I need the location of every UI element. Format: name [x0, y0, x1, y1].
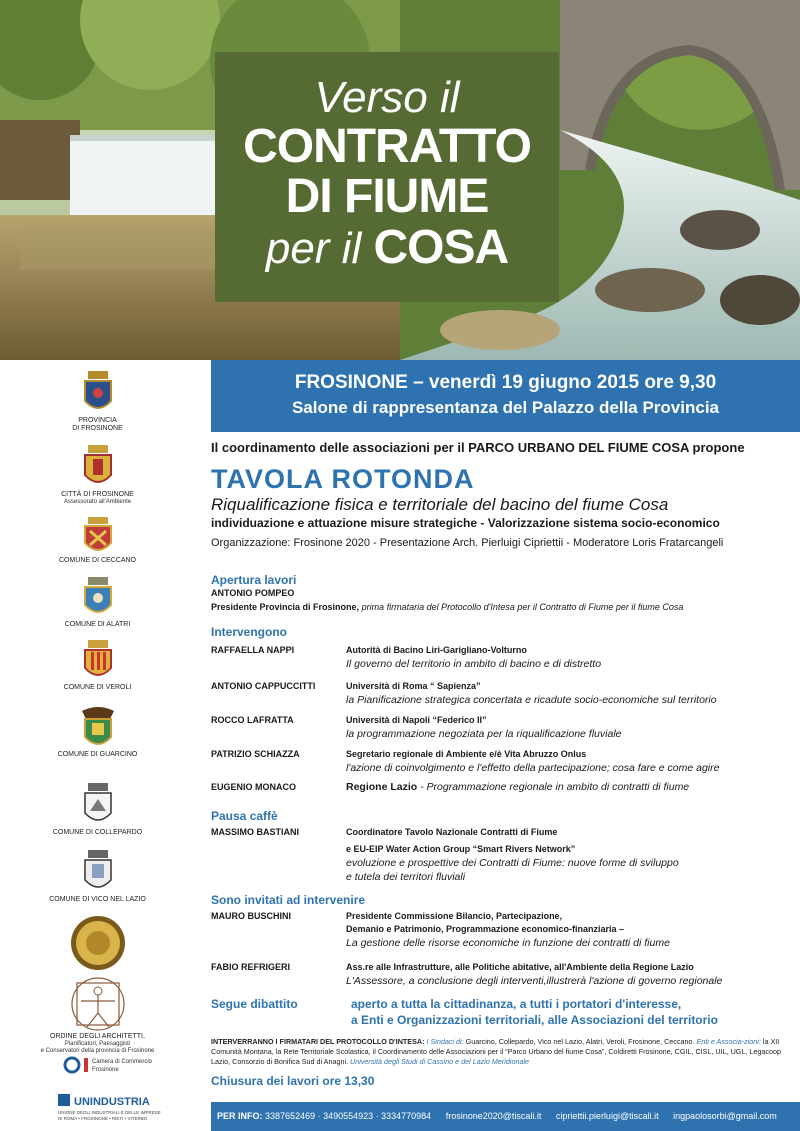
protocol-signatories: INTERVERRANNO I FIRMATARI DEL PROTOCOLLO D'INTESA: I Sindaci di: Guarcino, Collepardo, Vico nel Lazio, Alatri, Veroli, Frosinone, Ceccano. Enti e Associa-zioni: la XII Comunità Montana, la Rete Territoriale Scolastica, il Coordinamento delle Associazioni per il “Parco Urbano del fiume Cosa”, Coldiretti Frosinone, CGIL, CISL, UIL, UGL, Legacoop Lazio, Consorzio di Bonifica Sud di Anagni. Università degli Studi di Cassino e del Lazio Meridionale	[211, 1037, 781, 1066]
section-apertura: Apertura lavori	[211, 573, 297, 587]
provincia-frosinone-crest-icon	[82, 371, 114, 417]
veroli-crest-icon	[82, 640, 114, 684]
frosinone-city-crest-icon	[82, 445, 114, 491]
logo-ordine-architetti: ORDINE DEGLI ARCHITETTI, Pianificatori, Paesaggisti e Conservatori della provincia di Frosinone	[0, 975, 195, 1055]
subtitle-2: individuazione e attuazione misure strategiche - Valorizzazione sistema socio-economico	[211, 516, 720, 530]
date-location-banner	[211, 360, 800, 432]
ceccano-crest-icon	[82, 517, 114, 557]
section-invitati: Sono invitati ad intervenire	[211, 893, 366, 907]
logo-unindustria	[56, 1090, 196, 1126]
logo-university	[0, 915, 195, 971]
svg-text:UNIONE DEGLI INDUSTRIALI E DEL: UNIONE DEGLI INDUSTRIALI E DELLE IMPRESE	[58, 1110, 161, 1115]
logo-comune-vico: COMUNE DI VICO NEL LAZIO	[0, 850, 195, 904]
logo-comune-alatri: COMUNE DI ALATRI	[0, 577, 195, 629]
title-box	[215, 52, 559, 302]
university-seal-icon	[70, 915, 126, 971]
camera-commercio-icon	[62, 1050, 172, 1080]
logo-comune-veroli: COMUNE DI VEROLI	[0, 640, 195, 692]
logo-citta-frosinone: CITTÀ DI FROSINONE Assessorato all'Ambiente	[0, 445, 195, 506]
main-content: Il coordinamento delle associazioni per il PARCO URBANO DEL FIUME COSA propone TAVOLA ROTONDA Riqualificazione fisica e territoriale del bacino del fiume Cosa individuazione e attuazione misure strategiche - Valorizzazione sistema socio-economico Organizzazione: Frosinone 2020 - Presentazione Arch. Pierluigi Cipriettii - Moderatore Loris Fratarcangeli Apertura lavori ANTONIO POMPEO Presidente Provincia di Frosinone, prima firmataria del Protocollo d'Intesa per il Contratto di Fiume per il fiume Cosa Intervengono RAFFAELLA NAPPI Autorità di Bacino Liri-Garigliano-Volturno Il governo del territorio in ambito di bacino e di distretto ANTONIO CAPPUCCITTI Università di Roma “ Sapienza” la Pianificazione strategica concertata e ricadute socio-economiche sul territorio ROCCO LAFRATTA Università di Napoli “Federico II” la programmazione negoziata per la riqualificazione fluviale PATRIZIO SCHIAZZA Segretario regionale di Ambiente e/è Vita Abruzzo Onlus l'azione di coinvolgimento e l'effetto della partecipazione; cosa fare e come agire EUGENIO MONACO Regione Lazio - Programmazione regionale in ambito di contratti di fiume Pausa caffè MASSIMO BASTIANI Coordinatore Tavolo Nazionale Contratti di Fiume e EU-EIP Water Action Group “Smart Rivers Network” evoluzione e prospettive dei Contratti di Fiume: nuove forme di sviluppo e tutela dei territori fluviali Sono invitati ad intervenire MAURO BUSCHINI Presidente Commissione Bilancio, Partecipazione, Demanio e Patrimonio, Programmazione economico-finanziaria – La gestione delle risorse economiche in funzione dei contratti di fiume FABIO REFRIGERI Ass.re alle Infrastrutture, alle Politiche abitative, all'Ambiente della Regione Lazio L'Assessore, a conclusione degli interventi,illustrerà l'azione di governo regionale Segue dibattito aperto a tutta la cittadinanza, a tutti i portatori d'interesse, a Enti e Organizzazioni territoriali, alle Associazioni del territorio	[211, 440, 791, 551]
footer-email-1[interactable]: frosinone2020@tiscali.it	[445, 1111, 542, 1121]
guarcino-crest-icon	[80, 707, 116, 751]
title-contratto: CONTRATTO	[243, 120, 531, 173]
unindustria-icon	[56, 1090, 196, 1126]
logo-comune-collepardo: COMUNE DI COLLEPARDO	[0, 783, 195, 837]
logo-comune-guarcino: COMUNE DI GUARCINO	[0, 707, 195, 759]
logo-provincia-frosinone: PROVINCIA DI FROSINONE	[0, 371, 195, 433]
footer-label: PER INFO:	[217, 1111, 263, 1121]
event-venue: Salone di rappresentanza del Palazzo della Provincia	[291, 398, 720, 417]
section-intervengono: Intervengono	[211, 625, 288, 639]
section-pausa: Pausa caffè	[211, 809, 278, 823]
collepardo-crest-icon	[82, 783, 114, 829]
title-per-il-cosa: per il COSA	[265, 221, 509, 274]
chiusura-lavori: Chiusura dei lavori ore 13,30	[211, 1074, 375, 1088]
footer-phones: 3387652469 · 3490554923 · 3334770984	[265, 1111, 432, 1121]
info-footer	[211, 1102, 800, 1131]
vitruvian-man-icon	[69, 975, 127, 1033]
tavola-rotonda-heading: TAVOLA ROTONDA	[211, 464, 475, 494]
alatri-crest-icon	[82, 577, 114, 621]
vico-crest-icon	[82, 850, 114, 896]
svg-text:Camera di Commercio: Camera di Commercio	[92, 1059, 153, 1065]
intro-line: Il coordinamento delle associazioni per il PARCO URBANO DEL FIUME COSA propone	[211, 440, 745, 455]
footer-email-2[interactable]: cipriettii.pierluigi@tiscali.it	[555, 1111, 659, 1121]
svg-text:UNINDUSTRIA: UNINDUSTRIA	[74, 1096, 150, 1108]
subtitle: Riqualificazione fisica e territoriale del bacino del fiume Cosa	[211, 495, 669, 514]
title-di-fiume: DI FIUME	[285, 170, 489, 223]
logo-comune-ceccano: COMUNE DI CECCANO	[0, 517, 195, 565]
logo-camera-commercio	[62, 1050, 172, 1080]
apertura-role-row: Presidente Provincia di Frosinone, prima firmataria del Protocollo d'Intesa per il Contratto di Fiume per il fiume Cosa	[211, 602, 684, 612]
svg-text:DI ROMA • FROSINONE • RIETI •: DI ROMA • FROSINONE • RIETI • VITERBO	[58, 1116, 148, 1121]
hero-photo-banner	[0, 0, 800, 360]
footer-email-3[interactable]: ingpaolosorbi@gmail.com	[673, 1111, 777, 1121]
title-verso-il: Verso il	[314, 73, 460, 122]
event-date: FROSINONE – venerdì 19 giugno 2015 ore 9,30	[294, 372, 717, 393]
organization-line: Organizzazione: Frosinone 2020 - Presentazione Arch. Pierluigi Cipriettii - Moderatore Loris Fratarcangeli	[211, 537, 724, 549]
svg-text:Frosinone: Frosinone	[92, 1067, 119, 1073]
